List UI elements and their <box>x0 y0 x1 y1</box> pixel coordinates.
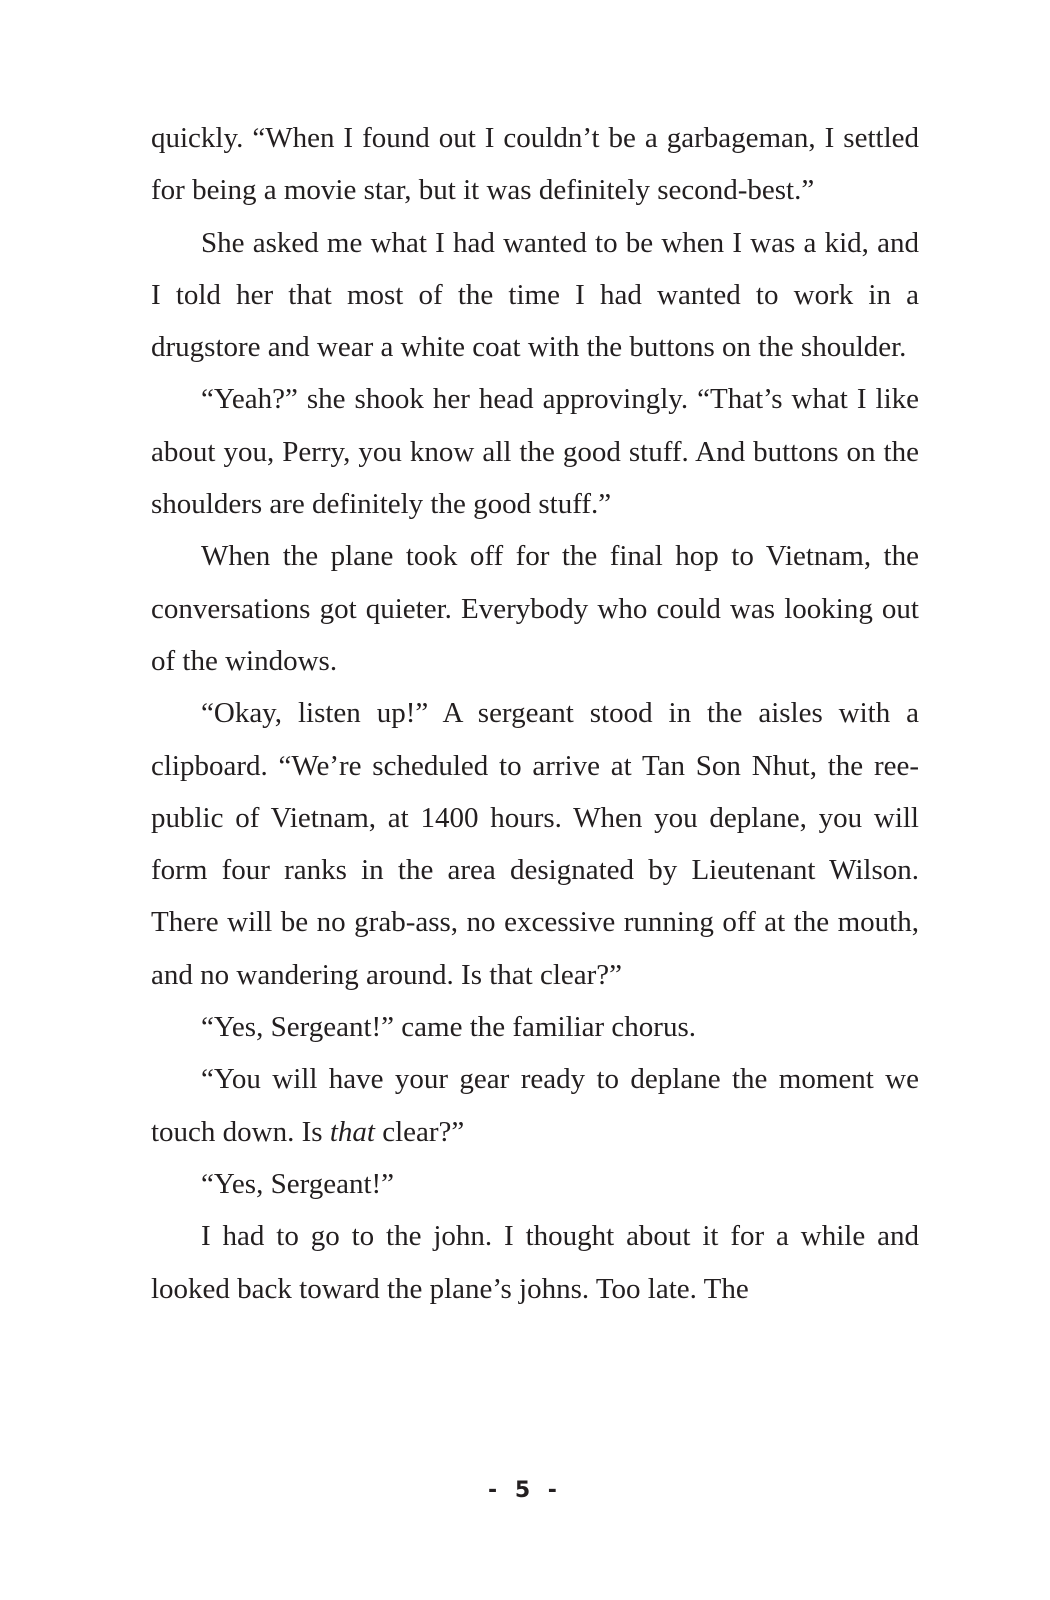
text-segment: quickly. “When I found out I couldn’t be a garbageman, I settled for being a movie star, but it was definitely second-best.” <box>151 122 919 207</box>
paragraph <box>151 112 919 217</box>
text-segment: I had to go to the john. I thought about it for a while and looked back toward the plane’s johns. Too late. The <box>151 1220 919 1305</box>
text-segment: “Yes, Sergeant!” <box>201 1167 395 1200</box>
paragraph <box>151 1001 919 1053</box>
text-segment: She asked me what I had wanted to be when I was a kid, and I told her that most of the time I had wanted to work in a drugstore and wear a white coat with the buttons on the shoulder. <box>151 226 919 364</box>
paragraph <box>151 217 919 374</box>
text-segment: “You will have your gear ready to deplane the moment we touch down. Is <box>151 1063 919 1148</box>
paragraph <box>151 373 919 530</box>
text-segment: “Okay, listen up!” A sergeant stood in the aisles with a clipboard. “We’re scheduled to arrive at Tan Son Nhut, the ree-public of Vietnam, at 1400 hours. When you deplane, you will form four ranks in the area designated by Lieutenant Wilson. There will be no grab-ass, no excessive running off at the mouth, and no wandering around. Is that clear?” <box>151 697 919 991</box>
text-segment: “Yeah?” she shook her head approvingly. “That’s what I like about you, Perry, you know all the good stuff. And buttons on the shoulders are definitely the good stuff.” <box>151 383 919 521</box>
paragraph <box>151 1053 919 1158</box>
paragraph <box>151 1210 919 1315</box>
text-segment: “Yes, Sergeant!” came the familiar chorus. <box>201 1011 696 1044</box>
paragraph <box>151 530 919 687</box>
text-segment: When the plane took off for the final hop to Vietnam, the conversations got quieter. Everybody who could was looking out of the windows. <box>151 540 919 677</box>
italic-text: that <box>329 1115 375 1148</box>
paragraph <box>151 1158 919 1210</box>
body-text <box>151 112 919 1315</box>
page-number: - 5 - <box>488 1478 562 1503</box>
text-segment: clear?” <box>374 1115 465 1148</box>
paragraph <box>151 687 919 1001</box>
